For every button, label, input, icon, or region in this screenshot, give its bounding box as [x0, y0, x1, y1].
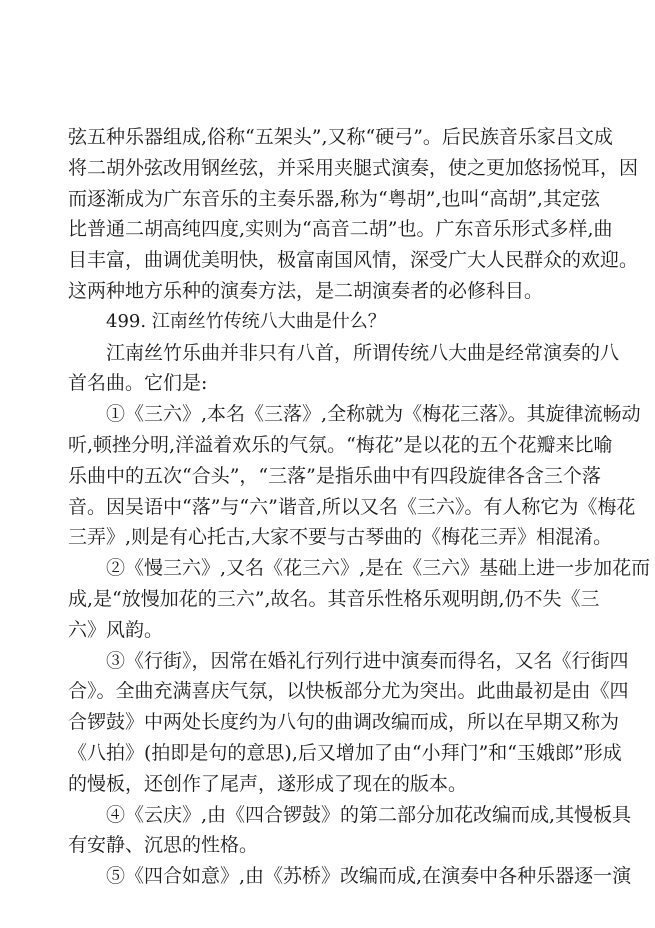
- text-line: 合锣鼓》中两处长度约为八句的曲调改编而成，所以在早期又称为: [68, 711, 620, 734]
- text-line: 弦五种乐器组成,俗称“五架头”,又称“硬弓”。后民族音乐家吕文成: [68, 126, 613, 148]
- text-line: ③《行街》，因常在婚礼行列行进中演奏而得名，又名《行街四: [106, 649, 629, 672]
- text-line: 而逐渐成为广东音乐的主奏乐器,称为“粤胡”,也叫“高胡”,其定弦: [68, 187, 600, 210]
- text-line: 目丰富，曲调优美明快，极富南国风情，深受广大人民群众的欢迎。: [68, 249, 639, 272]
- text-line: 首名曲。它们是:: [68, 372, 208, 395]
- text-line: 听,顿挫分明,洋溢着欢乐的气氛。“梅花”是以花的五个花瓣来比喻: [68, 433, 613, 456]
- document-page: [68, 122, 651, 892]
- text-line: ⑤《四合如意》,由《苏桥》改编而成,在演奏中各种乐器逐一演: [106, 865, 632, 888]
- text-line: 乐曲中的五次“合头”，“三落”是指乐曲中有四段旋律各含三个落: [68, 464, 601, 487]
- text-line: 合》。全曲充满喜庆气氛，以快板部分尤为突出。此曲最初是由《四: [68, 680, 629, 703]
- question-heading: 499. 江南丝竹传统八大曲是什么？: [106, 310, 386, 332]
- text-line: 比普通二胡高纯四度,实则为“高音二胡”也。广东音乐形式多样,曲: [68, 218, 613, 241]
- text-line: 音。因吴语中“落”与“六”谐音,所以又名《三六》。有人称它为《梅花: [68, 495, 636, 518]
- text-line: 将二胡外弦改用钢丝弦，并采用夹腿式演奏，使之更加悠扬悦耳，因: [68, 156, 639, 179]
- text-line: ②《慢三六》,又名《花三六》,是在《三六》基础上进一步加花而: [106, 557, 651, 580]
- text-line: 江南丝竹乐曲并非只有八首，所谓传统八大曲是经常演奏的八: [106, 341, 620, 364]
- text-line: 三弄》,则是有心托古,大家不要与古琴曲的《梅花三弄》相混淆。: [68, 526, 613, 549]
- text-line: 成,是“放慢加花的三六”,故名。其音乐性格乐观明朗,仍不失《三: [68, 587, 600, 610]
- text-line: 六》风韵。: [68, 618, 164, 641]
- text-line: 《八拍》(拍即是句的意思),后又增加了由“小拜门”和“玉娥郎”形成: [68, 741, 622, 764]
- text-line: 的慢板，还创作了尾声，遂形成了现在的版本。: [68, 772, 468, 795]
- text-line: ④《云庆》,由《四合锣鼓》的第二部分加花改编而成,其慢板具: [106, 803, 632, 826]
- text-line: 有安静、沉思的性格。: [68, 834, 259, 857]
- text-line: ①《三六》,本名《三落》,全称就为《梅花三落》。其旋律流畅动: [106, 403, 641, 426]
- text-line: 这两种地方乐种的演奏方法，是二胡演奏者的必修科目。: [68, 279, 544, 302]
